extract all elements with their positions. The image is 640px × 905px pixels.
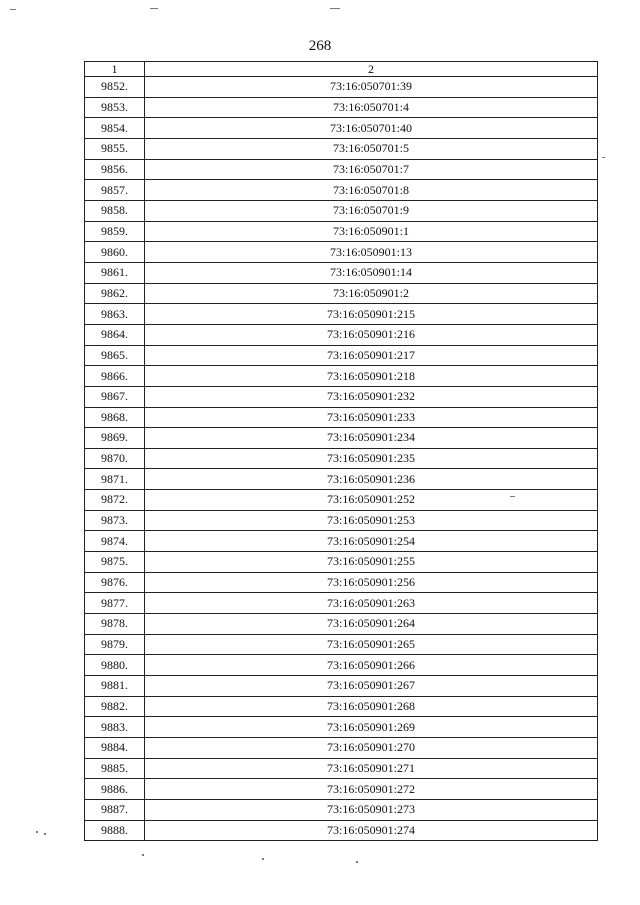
row-number-cell: 9852. <box>85 77 145 98</box>
scan-speck <box>262 858 264 860</box>
table-row <box>85 614 598 635</box>
table-row <box>85 593 598 614</box>
cadastral-number-cell: 73:16:050901:264 <box>145 614 598 635</box>
cadastral-number-cell: 73:16:050701:9 <box>145 200 598 221</box>
row-number-cell: 9868. <box>85 407 145 428</box>
row-number-cell: 9878. <box>85 614 145 635</box>
row-number-cell: 9856. <box>85 159 145 180</box>
row-number-cell: 9884. <box>85 738 145 759</box>
table-row <box>85 572 598 593</box>
scan-speck <box>602 157 605 158</box>
cadastral-number-cell: 73:16:050901:233 <box>145 407 598 428</box>
table-row <box>85 469 598 490</box>
table-row <box>85 200 598 221</box>
table-row <box>85 676 598 697</box>
table-row <box>85 531 598 552</box>
scan-speck <box>150 8 158 9</box>
table-row <box>85 779 598 800</box>
row-number-cell: 9859. <box>85 221 145 242</box>
table-row <box>85 221 598 242</box>
row-number-cell: 9869. <box>85 428 145 449</box>
scan-speck <box>356 861 358 863</box>
cadastral-number-cell: 73:16:050901:273 <box>145 799 598 820</box>
cadastral-number-cell: 73:16:050901:271 <box>145 758 598 779</box>
table-row <box>85 552 598 573</box>
cadastral-number-cell: 73:16:050901:266 <box>145 655 598 676</box>
row-number-cell: 9873. <box>85 510 145 531</box>
row-number-cell: 9877. <box>85 593 145 614</box>
cadastral-number-cell: 73:16:050701:40 <box>145 118 598 139</box>
cadastral-number-cell: 73:16:050901:265 <box>145 634 598 655</box>
row-number-cell: 9855. <box>85 138 145 159</box>
scan-speck <box>36 831 38 833</box>
table-row <box>85 324 598 345</box>
cadastral-number-cell: 73:16:050701:8 <box>145 180 598 201</box>
cadastral-number-cell: 73:16:050901:256 <box>145 572 598 593</box>
table-row <box>85 242 598 263</box>
row-number-cell: 9862. <box>85 283 145 304</box>
table-row <box>85 366 598 387</box>
table-row <box>85 407 598 428</box>
cadastral-table <box>84 61 598 841</box>
row-number-cell: 9867. <box>85 386 145 407</box>
row-number-cell: 9857. <box>85 180 145 201</box>
cadastral-number-cell: 73:16:050901:234 <box>145 428 598 449</box>
scan-speck <box>44 833 46 835</box>
cadastral-number-cell: 73:16:050701:5 <box>145 138 598 159</box>
row-number-cell: 9854. <box>85 118 145 139</box>
table-row <box>85 180 598 201</box>
table-row <box>85 758 598 779</box>
table-row <box>85 799 598 820</box>
table-row <box>85 304 598 325</box>
cadastral-number-cell: 73:16:050701:7 <box>145 159 598 180</box>
cadastral-number-cell: 73:16:050701:4 <box>145 97 598 118</box>
column-header-2: 2 <box>145 62 598 77</box>
cadastral-number-cell: 73:16:050901:1 <box>145 221 598 242</box>
row-number-cell: 9858. <box>85 200 145 221</box>
row-number-cell: 9872. <box>85 490 145 511</box>
cadastral-number-cell: 73:16:050901:215 <box>145 304 598 325</box>
table-row <box>85 428 598 449</box>
row-number-cell: 9874. <box>85 531 145 552</box>
cadastral-number-cell: 73:16:050701:39 <box>145 77 598 98</box>
table-row <box>85 262 598 283</box>
cadastral-number-cell: 73:16:050901:268 <box>145 696 598 717</box>
scan-speck <box>142 854 144 856</box>
row-number-cell: 9880. <box>85 655 145 676</box>
cadastral-number-cell: 73:16:050901:217 <box>145 345 598 366</box>
column-header-1: 1 <box>85 62 145 77</box>
cadastral-number-cell: 73:16:050901:269 <box>145 717 598 738</box>
cadastral-number-cell: 73:16:050901:235 <box>145 448 598 469</box>
cadastral-number-cell: 73:16:050901:13 <box>145 242 598 263</box>
cadastral-number-cell: 73:16:050901:270 <box>145 738 598 759</box>
table-row <box>85 448 598 469</box>
table-row <box>85 159 598 180</box>
table-row <box>85 696 598 717</box>
cadastral-number-cell: 73:16:050901:254 <box>145 531 598 552</box>
scan-speck <box>10 9 16 10</box>
scan-speck <box>510 496 515 497</box>
cadastral-number-cell: 73:16:050901:236 <box>145 469 598 490</box>
cadastral-number-cell: 73:16:050901:267 <box>145 676 598 697</box>
row-number-cell: 9871. <box>85 469 145 490</box>
cadastral-number-cell: 73:16:050901:274 <box>145 820 598 841</box>
table-row <box>85 655 598 676</box>
row-number-cell: 9879. <box>85 634 145 655</box>
table-row <box>85 138 598 159</box>
row-number-cell: 9887. <box>85 799 145 820</box>
table-row <box>85 386 598 407</box>
table-row <box>85 490 598 511</box>
table-row <box>85 283 598 304</box>
table-row <box>85 77 598 98</box>
cadastral-number-cell: 73:16:050901:14 <box>145 262 598 283</box>
cadastral-number-cell: 73:16:050901:218 <box>145 366 598 387</box>
cadastral-number-cell: 73:16:050901:255 <box>145 552 598 573</box>
row-number-cell: 9886. <box>85 779 145 800</box>
cadastral-number-cell: 73:16:050901:253 <box>145 510 598 531</box>
row-number-cell: 9853. <box>85 97 145 118</box>
cadastral-number-cell: 73:16:050901:2 <box>145 283 598 304</box>
row-number-cell: 9875. <box>85 552 145 573</box>
row-number-cell: 9860. <box>85 242 145 263</box>
cadastral-number-cell: 73:16:050901:272 <box>145 779 598 800</box>
table-row <box>85 634 598 655</box>
table-row <box>85 717 598 738</box>
row-number-cell: 9870. <box>85 448 145 469</box>
row-number-cell: 9865. <box>85 345 145 366</box>
row-number-cell: 9864. <box>85 324 145 345</box>
scan-speck <box>330 8 340 9</box>
cadastral-number-cell: 73:16:050901:216 <box>145 324 598 345</box>
table-row <box>85 345 598 366</box>
row-number-cell: 9883. <box>85 717 145 738</box>
cadastral-number-cell: 73:16:050901:232 <box>145 386 598 407</box>
row-number-cell: 9881. <box>85 676 145 697</box>
table-row <box>85 820 598 841</box>
row-number-cell: 9866. <box>85 366 145 387</box>
table-row <box>85 738 598 759</box>
row-number-cell: 9876. <box>85 572 145 593</box>
table-header-row <box>85 62 598 77</box>
table-row <box>85 118 598 139</box>
row-number-cell: 9861. <box>85 262 145 283</box>
cadastral-number-cell: 73:16:050901:263 <box>145 593 598 614</box>
cadastral-number-cell: 73:16:050901:252 <box>145 490 598 511</box>
row-number-cell: 9885. <box>85 758 145 779</box>
row-number-cell: 9882. <box>85 696 145 717</box>
row-number-cell: 9863. <box>85 304 145 325</box>
table-row <box>85 510 598 531</box>
page-number: 268 <box>308 38 332 54</box>
table-row <box>85 97 598 118</box>
row-number-cell: 9888. <box>85 820 145 841</box>
